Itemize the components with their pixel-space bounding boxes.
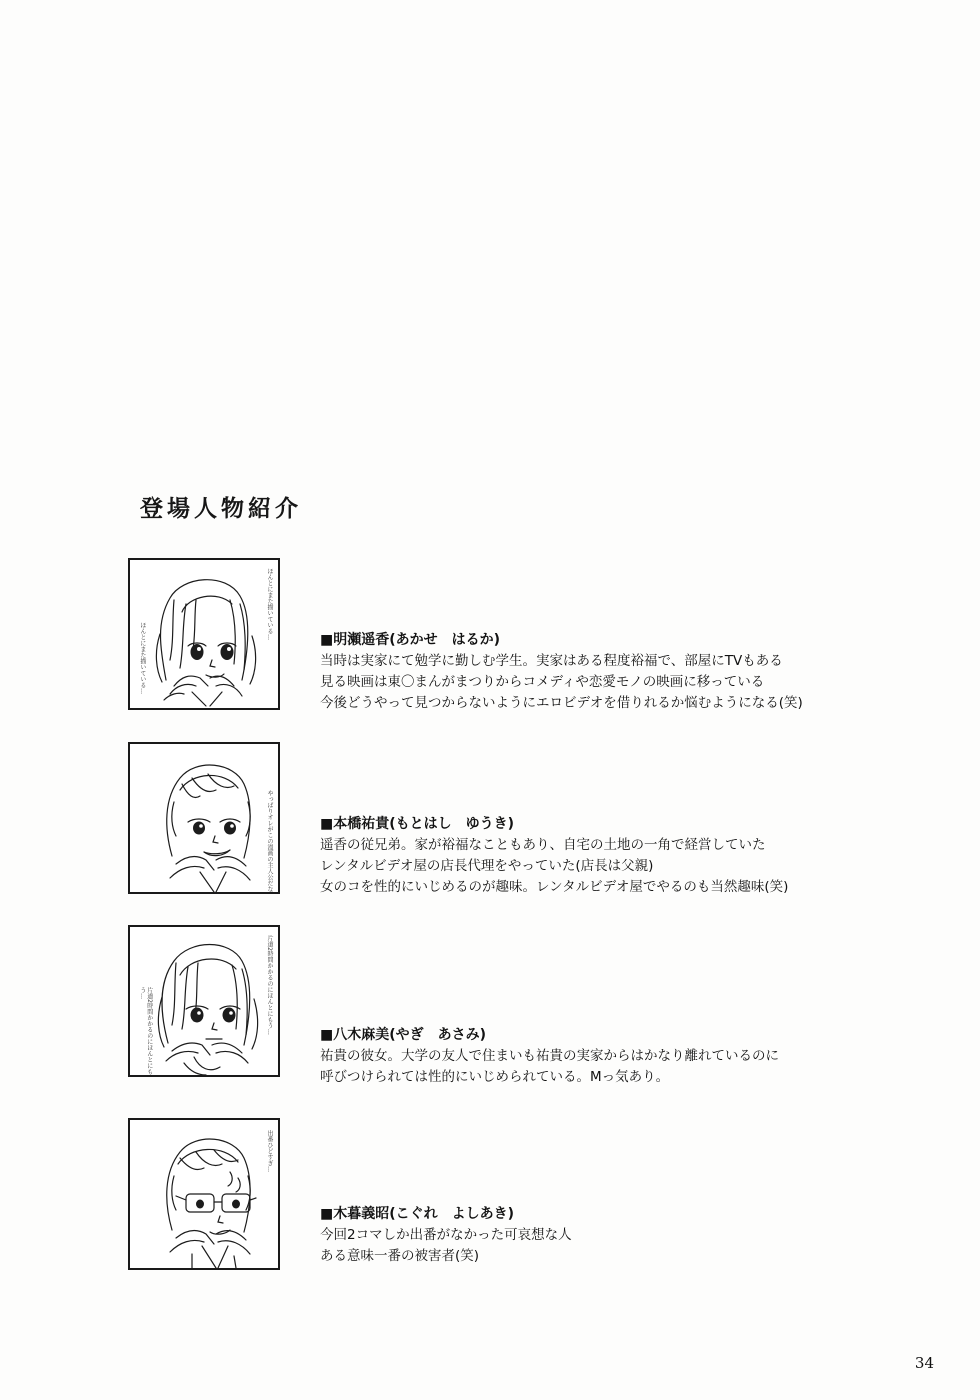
- character-desc-line: 呼びつけられては性的にいじめられている。Mっ気あり。: [320, 1069, 670, 1085]
- portrait-note-secondary: 片道2時間かかるのにほんとにもう…: [138, 987, 153, 1075]
- page-title: 登場人物紹介: [140, 495, 302, 522]
- character-description: [320, 814, 788, 898]
- character-desc-line: 祐貴の彼女。大学の友人で住まいも祐貴の実家からはかなり離れているのに: [320, 1048, 779, 1064]
- character-desc-line: ある意味一番の被害者(笑): [320, 1248, 480, 1264]
- character-portrait: [128, 925, 280, 1077]
- character-desc-line: 女のコを性的にいじめるのが趣味。レンタルビデオ屋でやるのも当然趣味(笑): [320, 879, 789, 895]
- character-portrait: [128, 558, 280, 710]
- character-portrait: [128, 1118, 280, 1270]
- portrait-note: ほんとにまた描いている…: [266, 568, 273, 640]
- character-name: ■本橋祐貴(もとはし ゆうき): [320, 816, 515, 832]
- character-desc-line: 当時は実家にて勉学に勤しむ学生。実家はある程度裕福で、部屋にTVもある: [320, 653, 783, 669]
- character-name: ■木暮義昭(こぐれ よしあき): [320, 1206, 515, 1222]
- character-description: [320, 1204, 572, 1267]
- character-name: ■明瀬遥香(あかせ はるか): [320, 632, 501, 648]
- portrait-note-secondary: ほんとにまた描いている…: [138, 622, 146, 694]
- character-desc-line: 遥香の従兄弟。家が裕福なこともあり、自宅の土地の一角で経営していた: [320, 837, 766, 853]
- character-desc-line: 今回2コマしか出番がなかった可哀想な人: [320, 1227, 572, 1243]
- page-number: 34: [914, 1354, 934, 1372]
- character-description: [320, 630, 803, 714]
- character-desc-line: 見る映画は東〇まんがまつりからコメディや恋愛モノの映画に移っている: [320, 674, 765, 690]
- character-description: [320, 1025, 779, 1088]
- character-desc-line: 今後どうやって見つからないようにエロビデオを借りれるか悩むようになる(笑): [320, 695, 803, 711]
- portrait-note: やっぱりオレがこの漫画の主人公だな: [266, 790, 273, 892]
- portrait-note: 出番ひどすぎ…: [266, 1130, 273, 1172]
- character-portrait: [128, 742, 280, 894]
- portrait-note: 片道2時間かかるのにほんとにもう…: [266, 935, 273, 1035]
- character-desc-line: レンタルビデオ屋の店長代理をやっていた(店長は父親): [320, 858, 654, 874]
- character-name: ■八木麻美(やぎ あさみ): [320, 1027, 487, 1043]
